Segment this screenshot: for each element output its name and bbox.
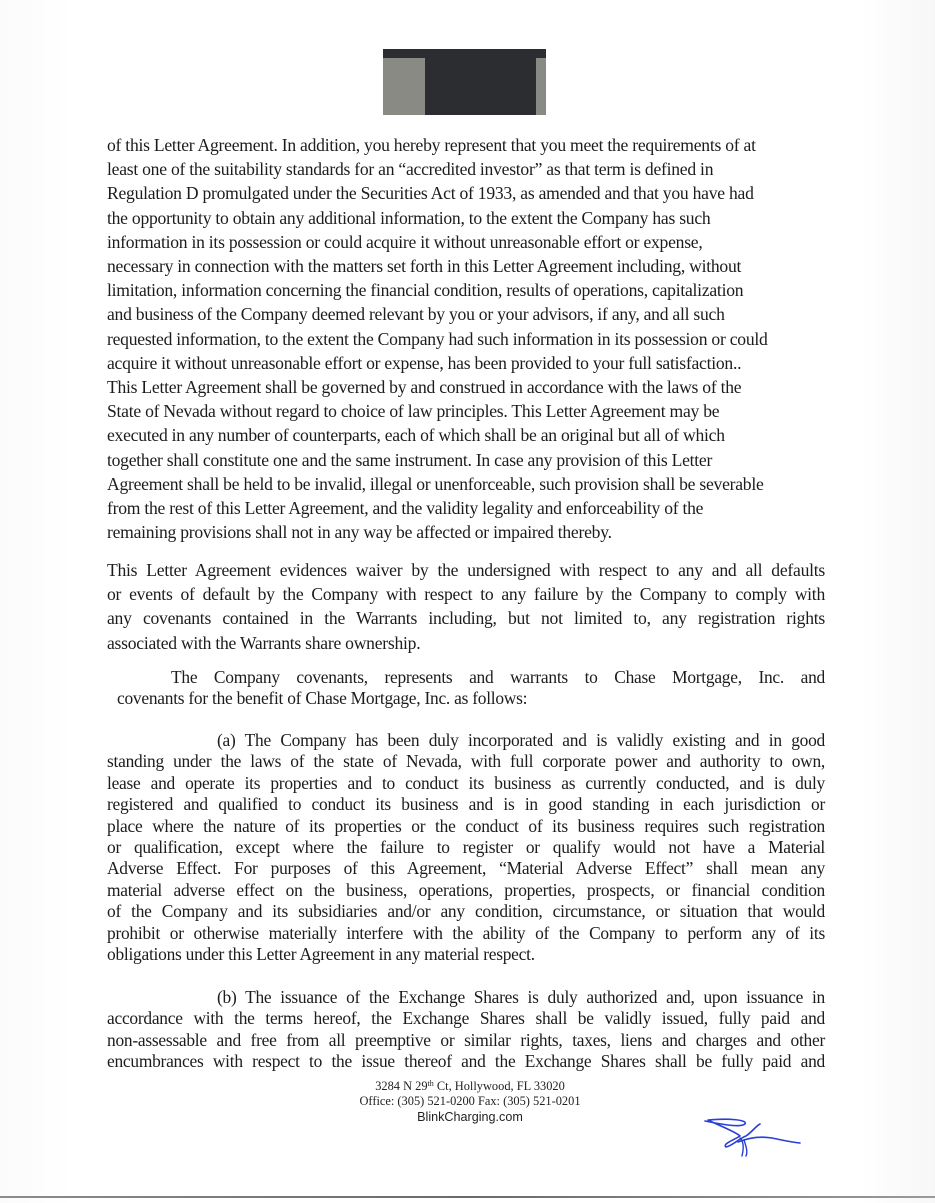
letterhead-footer bbox=[300, 1079, 640, 1125]
text-line: The Company covenants, represents and warrants to Chase Mortgage, Inc. and bbox=[171, 667, 825, 687]
text-line: the opportunity to obtain any additional information, to the extent the Company has such bbox=[107, 207, 711, 228]
text-line: or events of default by the Company with respect to any failure by the Company to comply with bbox=[107, 584, 825, 605]
text-line: least one of the suitability standards for an “accredited investor” as that term is defined in bbox=[107, 159, 714, 180]
text-line: non-assessable and free from all preemptive or similar rights, taxes, liens and charges and other bbox=[107, 1029, 825, 1050]
text-line: place where the nature of its properties or the conduct of its business requires such registration bbox=[107, 815, 825, 836]
text-line: remaining provisions shall not in any way be affected or impaired thereby. bbox=[107, 522, 612, 543]
text-line: together shall constitute one and the same instrument. In case any provision of this Letter bbox=[107, 449, 713, 470]
clause-b-exchange-shares bbox=[107, 987, 825, 1073]
redaction-left-panel bbox=[383, 58, 425, 115]
text-line: standing under the laws of the state of Nevada, with full corporate power and authority to own, bbox=[107, 751, 825, 772]
footer-address: 3284 N 29th Ct, Hollywood, FL 33020 bbox=[375, 1079, 565, 1093]
text-line: limitation, information concerning the financial condition, results of operations, capitalization bbox=[107, 280, 744, 301]
paragraph-accredited-investor bbox=[107, 133, 827, 544]
text-line: encumbrances with respect to the issue thereof and the Exchange Shares shall be fully paid and bbox=[107, 1051, 825, 1072]
text-line: This Letter Agreement shall be governed by and construed in accordance with the laws of the bbox=[107, 377, 742, 398]
text-line: Agreement shall be held to be invalid, illegal or unenforceable, such provision shall be severable bbox=[107, 473, 764, 494]
text-line: information in its possession or could acquire it without unreasonable effort or expense, bbox=[107, 231, 703, 252]
paragraph-company-covenants bbox=[107, 667, 825, 710]
text-line: Regulation D promulgated under the Securities Act of 1933, as amended and that you have had bbox=[107, 183, 754, 204]
text-line: executed in any number of counterparts, each of which shall be an original but all of which bbox=[107, 425, 725, 446]
text-line: State of Nevada without regard to choice of law principles. This Letter Agreement may be bbox=[107, 401, 720, 422]
text-line: registered and qualified to conduct its business and is in good standing in each jurisdiction or bbox=[107, 794, 825, 815]
signature-initials-icon bbox=[700, 1112, 820, 1162]
paragraph-waiver bbox=[107, 558, 825, 655]
footer-website: BlinkCharging.com bbox=[417, 1109, 523, 1124]
text-line: material adverse effect on the business, operations, properties, prospects, or financial condition bbox=[107, 879, 825, 900]
text-line: (a) The Company has been duly incorporated and is validly existing and in good bbox=[217, 730, 825, 750]
text-line: accordance with the terms hereof, the Exchange Shares shall be validly issued, fully paid and bbox=[107, 1008, 825, 1029]
text-line: prohibit or otherwise materially interfere with the ability of the Company to perform any of its bbox=[107, 922, 825, 943]
text-line: lease and operate its properties and to conduct its business as currently conducted, and is duly bbox=[107, 772, 825, 793]
text-line: requested information, to the extent the Company had such information in its possession or could bbox=[107, 328, 768, 349]
clause-a-incorporation bbox=[107, 730, 825, 965]
text-line: or qualification, except where the failure to register or qualify would not have a Material bbox=[107, 837, 825, 858]
redacted-logo-block bbox=[383, 49, 546, 115]
text-line: of this Letter Agreement. In addition, you hereby represent that you meet the requirements of at bbox=[107, 135, 756, 155]
text-line: and business of the Company deemed relevant by you or your advisors, if any, and all such bbox=[107, 304, 725, 325]
text-line: covenants for the benefit of Chase Mortgage, Inc. as follows: bbox=[117, 688, 528, 709]
text-line: obligations under this Letter Agreement in any material respect. bbox=[107, 944, 535, 965]
text-line: of the Company and its subsidiaries and/or any condition, circumstance, or situation that would bbox=[107, 901, 825, 922]
text-line: necessary in connection with the matters set forth in this Letter Agreement including, without bbox=[107, 256, 742, 277]
text-line: acquire it without unreasonable effort or expense, has been provided to your full satisfaction.. bbox=[107, 352, 742, 373]
text-line: from the rest of this Letter Agreement, and the validity legality and enforceability of the bbox=[107, 498, 704, 519]
text-line: associated with the Warrants share ownership. bbox=[107, 632, 421, 653]
text-line: any covenants contained in the Warrants including, but not limited to, any registration rights bbox=[107, 608, 825, 629]
redaction-right-panel bbox=[536, 58, 546, 115]
text-line: Adverse Effect. For purposes of this Agreement, “Material Adverse Effect” shall mean any bbox=[107, 858, 825, 879]
page-bottom-rule bbox=[0, 1196, 935, 1198]
text-line: This Letter Agreement evidences waiver by the undersigned with respect to any and all defaults bbox=[107, 560, 825, 580]
text-line: (b) The issuance of the Exchange Shares is duly authorized and, upon issuance in bbox=[217, 987, 825, 1007]
footer-phone: Office: (305) 521-0200 Fax: (305) 521-0201 bbox=[359, 1094, 581, 1109]
